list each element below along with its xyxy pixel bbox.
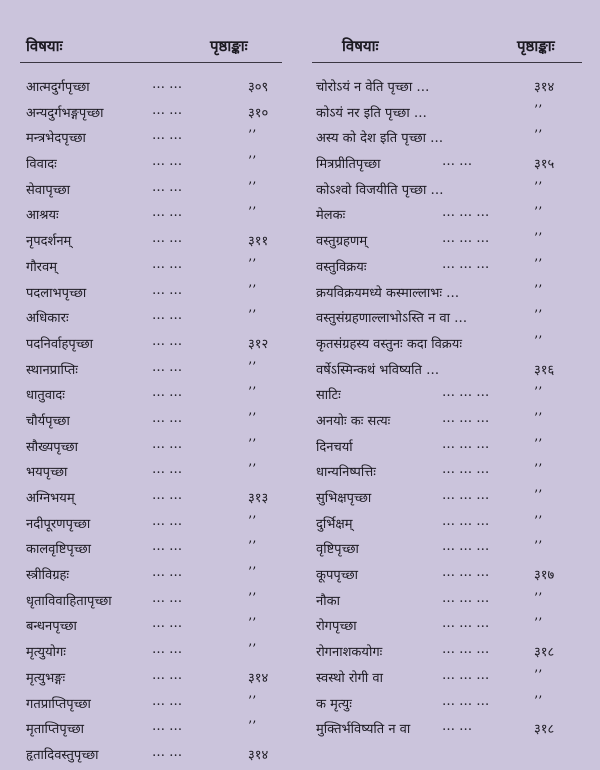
entry-leader-dots: … … xyxy=(152,462,183,478)
entry-leader-dots: … … … xyxy=(442,539,490,555)
entry-subject: गौरवम् xyxy=(26,259,58,275)
entry-page-number: ’’ xyxy=(534,128,543,144)
entry-subject: पदनिर्वाहपृच्छा xyxy=(26,336,94,352)
entry-subject: विवादः xyxy=(26,157,57,173)
contents-entry xyxy=(0,435,300,461)
entry-page-number: ’’ xyxy=(534,333,543,349)
entry-page-number: ’’ xyxy=(534,462,543,478)
contents-entry xyxy=(0,203,300,229)
entry-page-number: ३१८ xyxy=(534,722,555,738)
entry-subject: धातुवादः xyxy=(26,388,65,404)
entry-leader-dots: … … xyxy=(152,205,183,221)
entry-leader-dots: … … … xyxy=(442,667,490,683)
entry-subject: वर्षेऽस्मिन्कथं भविष्यति … xyxy=(316,362,440,378)
entry-subject: सौख्यपृच्छा xyxy=(26,439,78,455)
entry-subject: साटिः xyxy=(316,388,341,404)
entry-subject: क मृत्युः xyxy=(316,696,352,712)
entry-page-number: ’’ xyxy=(248,128,257,144)
contents-entry xyxy=(0,101,300,127)
left-contents-column xyxy=(0,75,300,769)
entry-page-number: ’’ xyxy=(248,282,257,298)
contents-entry xyxy=(300,537,600,563)
entry-page-number: ’’ xyxy=(248,616,257,632)
contents-entry xyxy=(300,717,600,743)
entry-page-number: ’’ xyxy=(248,385,257,401)
entry-subject: चोरोऽयं न वेति पृच्छा … xyxy=(316,80,430,95)
entry-page-number: ’’ xyxy=(534,385,543,401)
left-page-header: पृष्ठाङ्काः xyxy=(210,37,248,55)
contents-entry xyxy=(0,666,300,692)
entry-page-number: ’’ xyxy=(534,436,543,452)
contents-entry xyxy=(300,383,600,409)
entry-page-number: ’’ xyxy=(248,436,257,452)
entry-leader-dots: … … xyxy=(152,719,183,735)
contents-entry xyxy=(0,486,300,512)
entry-subject: वस्तुग्रहणम् xyxy=(316,234,368,250)
entry-page-number: ’’ xyxy=(248,693,257,709)
contents-entry xyxy=(300,229,600,255)
entry-page-number: ’’ xyxy=(534,616,543,632)
entry-subject: क्रयविक्रयमध्ये कस्माल्लाभः … xyxy=(316,285,460,301)
entry-leader-dots: … … xyxy=(152,359,183,375)
contents-entry xyxy=(0,512,300,538)
contents-entry xyxy=(0,126,300,152)
contents-entry xyxy=(0,409,300,435)
entry-subject: दुर्भिक्षम् xyxy=(316,516,353,532)
entry-page-number: ’’ xyxy=(248,256,257,272)
entry-subject: अग्निभयम् xyxy=(26,491,75,506)
contents-entry xyxy=(300,460,600,486)
contents-entry xyxy=(0,537,300,563)
contents-entry xyxy=(300,640,600,666)
contents-entry xyxy=(300,178,600,204)
right-page-header: पृष्ठाङ्काः xyxy=(517,37,555,55)
left-header-rule xyxy=(20,62,282,63)
entry-page-number: ३१२ xyxy=(248,336,269,352)
entry-subject: चौर्यपृच्छा xyxy=(26,413,70,429)
entry-leader-dots: … … xyxy=(152,77,183,92)
entry-subject: गतप्राप्तिपृच्छा xyxy=(26,696,91,712)
entry-page-number: ३१० xyxy=(248,105,269,121)
contents-entry xyxy=(300,306,600,332)
entry-subject: मृत्युयोगः xyxy=(26,645,66,661)
entry-leader-dots: … … xyxy=(152,565,183,581)
contents-entry xyxy=(0,332,300,358)
entry-subject: अनयोः कः सत्यः xyxy=(316,413,391,429)
contents-entry xyxy=(0,717,300,743)
entry-leader-dots: … … … xyxy=(442,616,490,632)
contents-entry xyxy=(0,306,300,332)
contents-entry xyxy=(300,435,600,461)
contents-entry xyxy=(0,229,300,255)
entry-page-number: ३१६ xyxy=(534,362,555,378)
entry-page-number: ’’ xyxy=(248,308,257,324)
entry-subject: आश्रयः xyxy=(26,208,59,224)
entry-page-number: ’’ xyxy=(534,693,543,709)
entry-page-number: ३१४ xyxy=(248,747,269,763)
entry-subject: स्त्रीविग्रहः xyxy=(26,568,70,584)
entry-subject: स्थानप्राप्तिः xyxy=(26,362,78,378)
contents-entry xyxy=(0,563,300,589)
entry-page-number: ’’ xyxy=(248,205,257,221)
entry-page-number: ’’ xyxy=(534,102,543,118)
entry-subject: धान्यनिष्पत्तिः xyxy=(316,465,376,481)
contents-entry xyxy=(300,692,600,718)
entry-leader-dots: … … xyxy=(152,282,183,298)
entry-page-number: ३११ xyxy=(248,234,269,250)
contents-entry xyxy=(300,332,600,358)
entry-page-number: ३१५ xyxy=(534,157,555,173)
entry-subject: अधिकारः xyxy=(26,311,69,327)
entry-subject: वस्तुसंग्रहणाल्लाभोऽस्ति न वा … xyxy=(316,311,468,327)
entry-subject: नदीपूरणपृच्छा xyxy=(26,516,91,532)
entry-subject: कोऽयं नर इति पृच्छा … xyxy=(316,105,427,121)
contents-entry xyxy=(0,383,300,409)
entry-page-number: ’’ xyxy=(248,513,257,529)
entry-leader-dots: … … … xyxy=(442,590,490,606)
entry-page-number: ’’ xyxy=(248,359,257,375)
contents-entry xyxy=(300,281,600,307)
entry-page-number: ३०९ xyxy=(248,80,269,95)
entry-page-number: ३१३ xyxy=(248,491,269,506)
entry-leader-dots: … … xyxy=(152,693,183,709)
entry-leader-dots: … … xyxy=(152,488,183,503)
entry-leader-dots: … … xyxy=(442,719,473,735)
entry-leader-dots: … … xyxy=(152,410,183,426)
entry-leader-dots: … … … xyxy=(442,256,490,272)
entry-leader-dots: … … xyxy=(442,154,473,170)
entry-page-number: ३१८ xyxy=(534,645,555,661)
entry-subject: मित्रप्रीतिपृच्छा xyxy=(316,157,381,173)
contents-entry xyxy=(0,281,300,307)
contents-entry xyxy=(0,640,300,666)
entry-leader-dots: … … … xyxy=(442,436,490,452)
entry-subject: हृतादिवस्तुपृच्छा xyxy=(26,747,99,763)
entry-page-number: ’’ xyxy=(534,282,543,298)
entry-leader-dots: … … … xyxy=(442,488,490,503)
entry-leader-dots: … … xyxy=(152,616,183,632)
contents-entry xyxy=(300,101,600,127)
entry-leader-dots: … … … xyxy=(442,462,490,478)
entry-leader-dots: … … xyxy=(152,436,183,452)
entry-page-number: ’’ xyxy=(534,488,543,503)
contents-entry xyxy=(300,512,600,538)
entry-subject: मन्त्रभेदपृच्छा xyxy=(26,131,86,147)
entry-leader-dots: … … xyxy=(152,179,183,195)
entry-subject: भयपृच्छा xyxy=(26,465,68,481)
contents-entry xyxy=(0,692,300,718)
entry-page-number: ’’ xyxy=(534,590,543,606)
entry-page-number: ’’ xyxy=(248,719,257,735)
entry-leader-dots: … … xyxy=(152,642,183,658)
right-subject-header: विषयाः xyxy=(342,37,379,55)
entry-page-number: ’’ xyxy=(248,462,257,478)
entry-leader-dots: … … … xyxy=(442,513,490,529)
entry-subject: मृताप्तिपृच्छा xyxy=(26,722,84,738)
entry-subject: कोऽश्वो विजयीति पृच्छा … xyxy=(316,182,444,198)
right-contents-column xyxy=(300,75,600,743)
entry-page-number: ’’ xyxy=(248,410,257,426)
entry-leader-dots: … … … xyxy=(442,565,490,581)
entry-leader-dots: … … … xyxy=(442,205,490,221)
contents-entry xyxy=(0,358,300,384)
entry-subject: रोगनाशकयोगः xyxy=(316,645,383,661)
entry-subject: अस्य को देश इति पृच्छा … xyxy=(316,131,444,147)
contents-entry xyxy=(300,563,600,589)
contents-entry xyxy=(0,589,300,615)
entry-page-number: ’’ xyxy=(248,179,257,195)
entry-leader-dots: … … xyxy=(152,154,183,170)
entry-page-number: ’’ xyxy=(534,667,543,683)
entry-leader-dots: … … xyxy=(152,256,183,272)
contents-entry xyxy=(300,666,600,692)
entry-page-number: ’’ xyxy=(534,179,543,195)
entry-leader-dots: … … … xyxy=(442,410,490,426)
contents-entry xyxy=(300,152,600,178)
entry-page-number: ३१४ xyxy=(534,80,555,95)
entry-leader-dots: … … … xyxy=(442,642,490,658)
entry-leader-dots: … … xyxy=(152,385,183,401)
entry-subject: धृताविवाहितापृच्छा xyxy=(26,593,112,609)
entry-subject: कृतसंग्रहस्य वस्तुनः कदा विक्रयः xyxy=(316,336,462,352)
entry-page-number: ’’ xyxy=(248,565,257,581)
entry-page-number: ’’ xyxy=(248,590,257,606)
entry-leader-dots: … … … xyxy=(442,231,490,247)
entry-page-number: ’’ xyxy=(534,308,543,324)
entry-subject: पदलाभपृच्छा xyxy=(26,285,87,301)
entry-subject: दिनचर्या xyxy=(316,439,353,455)
entry-subject: स्वस्थो रोगी वा xyxy=(316,670,383,686)
entry-leader-dots: … … xyxy=(152,539,183,555)
right-header-rule xyxy=(312,62,582,63)
contents-entry xyxy=(0,614,300,640)
contents-entry xyxy=(300,255,600,281)
entry-page-number: ’’ xyxy=(534,410,543,426)
entry-subject: वस्तुविक्रयः xyxy=(316,259,367,275)
entry-page-number: ’’ xyxy=(248,539,257,555)
entry-page-number: ’’ xyxy=(248,642,257,658)
entry-subject: मेलकः xyxy=(316,208,346,224)
entry-leader-dots: … … xyxy=(152,128,183,144)
entry-page-number: ’’ xyxy=(248,154,257,170)
entry-subject: मृत्युभङ्गः xyxy=(26,670,66,686)
entry-subject: सुभिक्षपृच्छा xyxy=(316,491,372,506)
contents-entry xyxy=(300,409,600,435)
contents-entry xyxy=(0,255,300,281)
entry-leader-dots: … … … xyxy=(442,385,490,401)
contents-entry xyxy=(0,178,300,204)
entry-page-number: ’’ xyxy=(534,205,543,221)
entry-leader-dots: … … xyxy=(152,513,183,529)
entry-subject: मुक्तिर्भविष्यति न वा xyxy=(316,722,411,738)
entry-subject: कूपपृच्छा xyxy=(316,568,359,584)
entry-subject: बन्धनपृच्छा xyxy=(26,619,77,635)
contents-entry xyxy=(0,152,300,178)
contents-entry xyxy=(300,486,600,512)
entry-page-number: ३१४ xyxy=(248,670,269,686)
left-subject-header: विषयाः xyxy=(26,37,63,55)
contents-entry xyxy=(300,75,600,101)
entry-subject: आत्मदुर्गपृच्छा xyxy=(26,80,90,95)
entry-subject: नौका xyxy=(316,593,340,609)
entry-leader-dots: … … xyxy=(152,590,183,606)
entry-page-number: ’’ xyxy=(534,256,543,272)
contents-entry xyxy=(0,460,300,486)
contents-entry xyxy=(300,126,600,152)
contents-entry xyxy=(300,203,600,229)
entry-subject: कालवृष्टिपृच्छा xyxy=(26,542,92,558)
entry-subject: सेवापृच्छा xyxy=(26,182,71,198)
entry-subject: रोगपृच्छा xyxy=(316,619,357,635)
entry-leader-dots: … … xyxy=(152,744,183,760)
entry-leader-dots: … … xyxy=(152,333,183,349)
entry-page-number: ’’ xyxy=(534,539,543,555)
entry-subject: अन्यदुर्गभङ्गपृच्छा xyxy=(26,105,104,121)
entry-subject: नृपदर्शनम् xyxy=(26,234,72,250)
entry-page-number: ’’ xyxy=(534,231,543,247)
entry-subject: वृष्टिपृच्छा xyxy=(316,542,359,558)
entry-leader-dots: … … … xyxy=(442,693,490,709)
entry-page-number: ३१७ xyxy=(534,568,555,584)
entry-page-number: ’’ xyxy=(534,513,543,529)
entry-leader-dots: … … xyxy=(152,102,183,118)
contents-entry xyxy=(300,614,600,640)
entry-leader-dots: … … xyxy=(152,667,183,683)
entry-leader-dots: … … xyxy=(152,231,183,247)
contents-entry xyxy=(300,589,600,615)
contents-entry xyxy=(0,743,300,769)
contents-entry xyxy=(300,358,600,384)
contents-entry xyxy=(0,75,300,101)
entry-leader-dots: … … xyxy=(152,308,183,324)
